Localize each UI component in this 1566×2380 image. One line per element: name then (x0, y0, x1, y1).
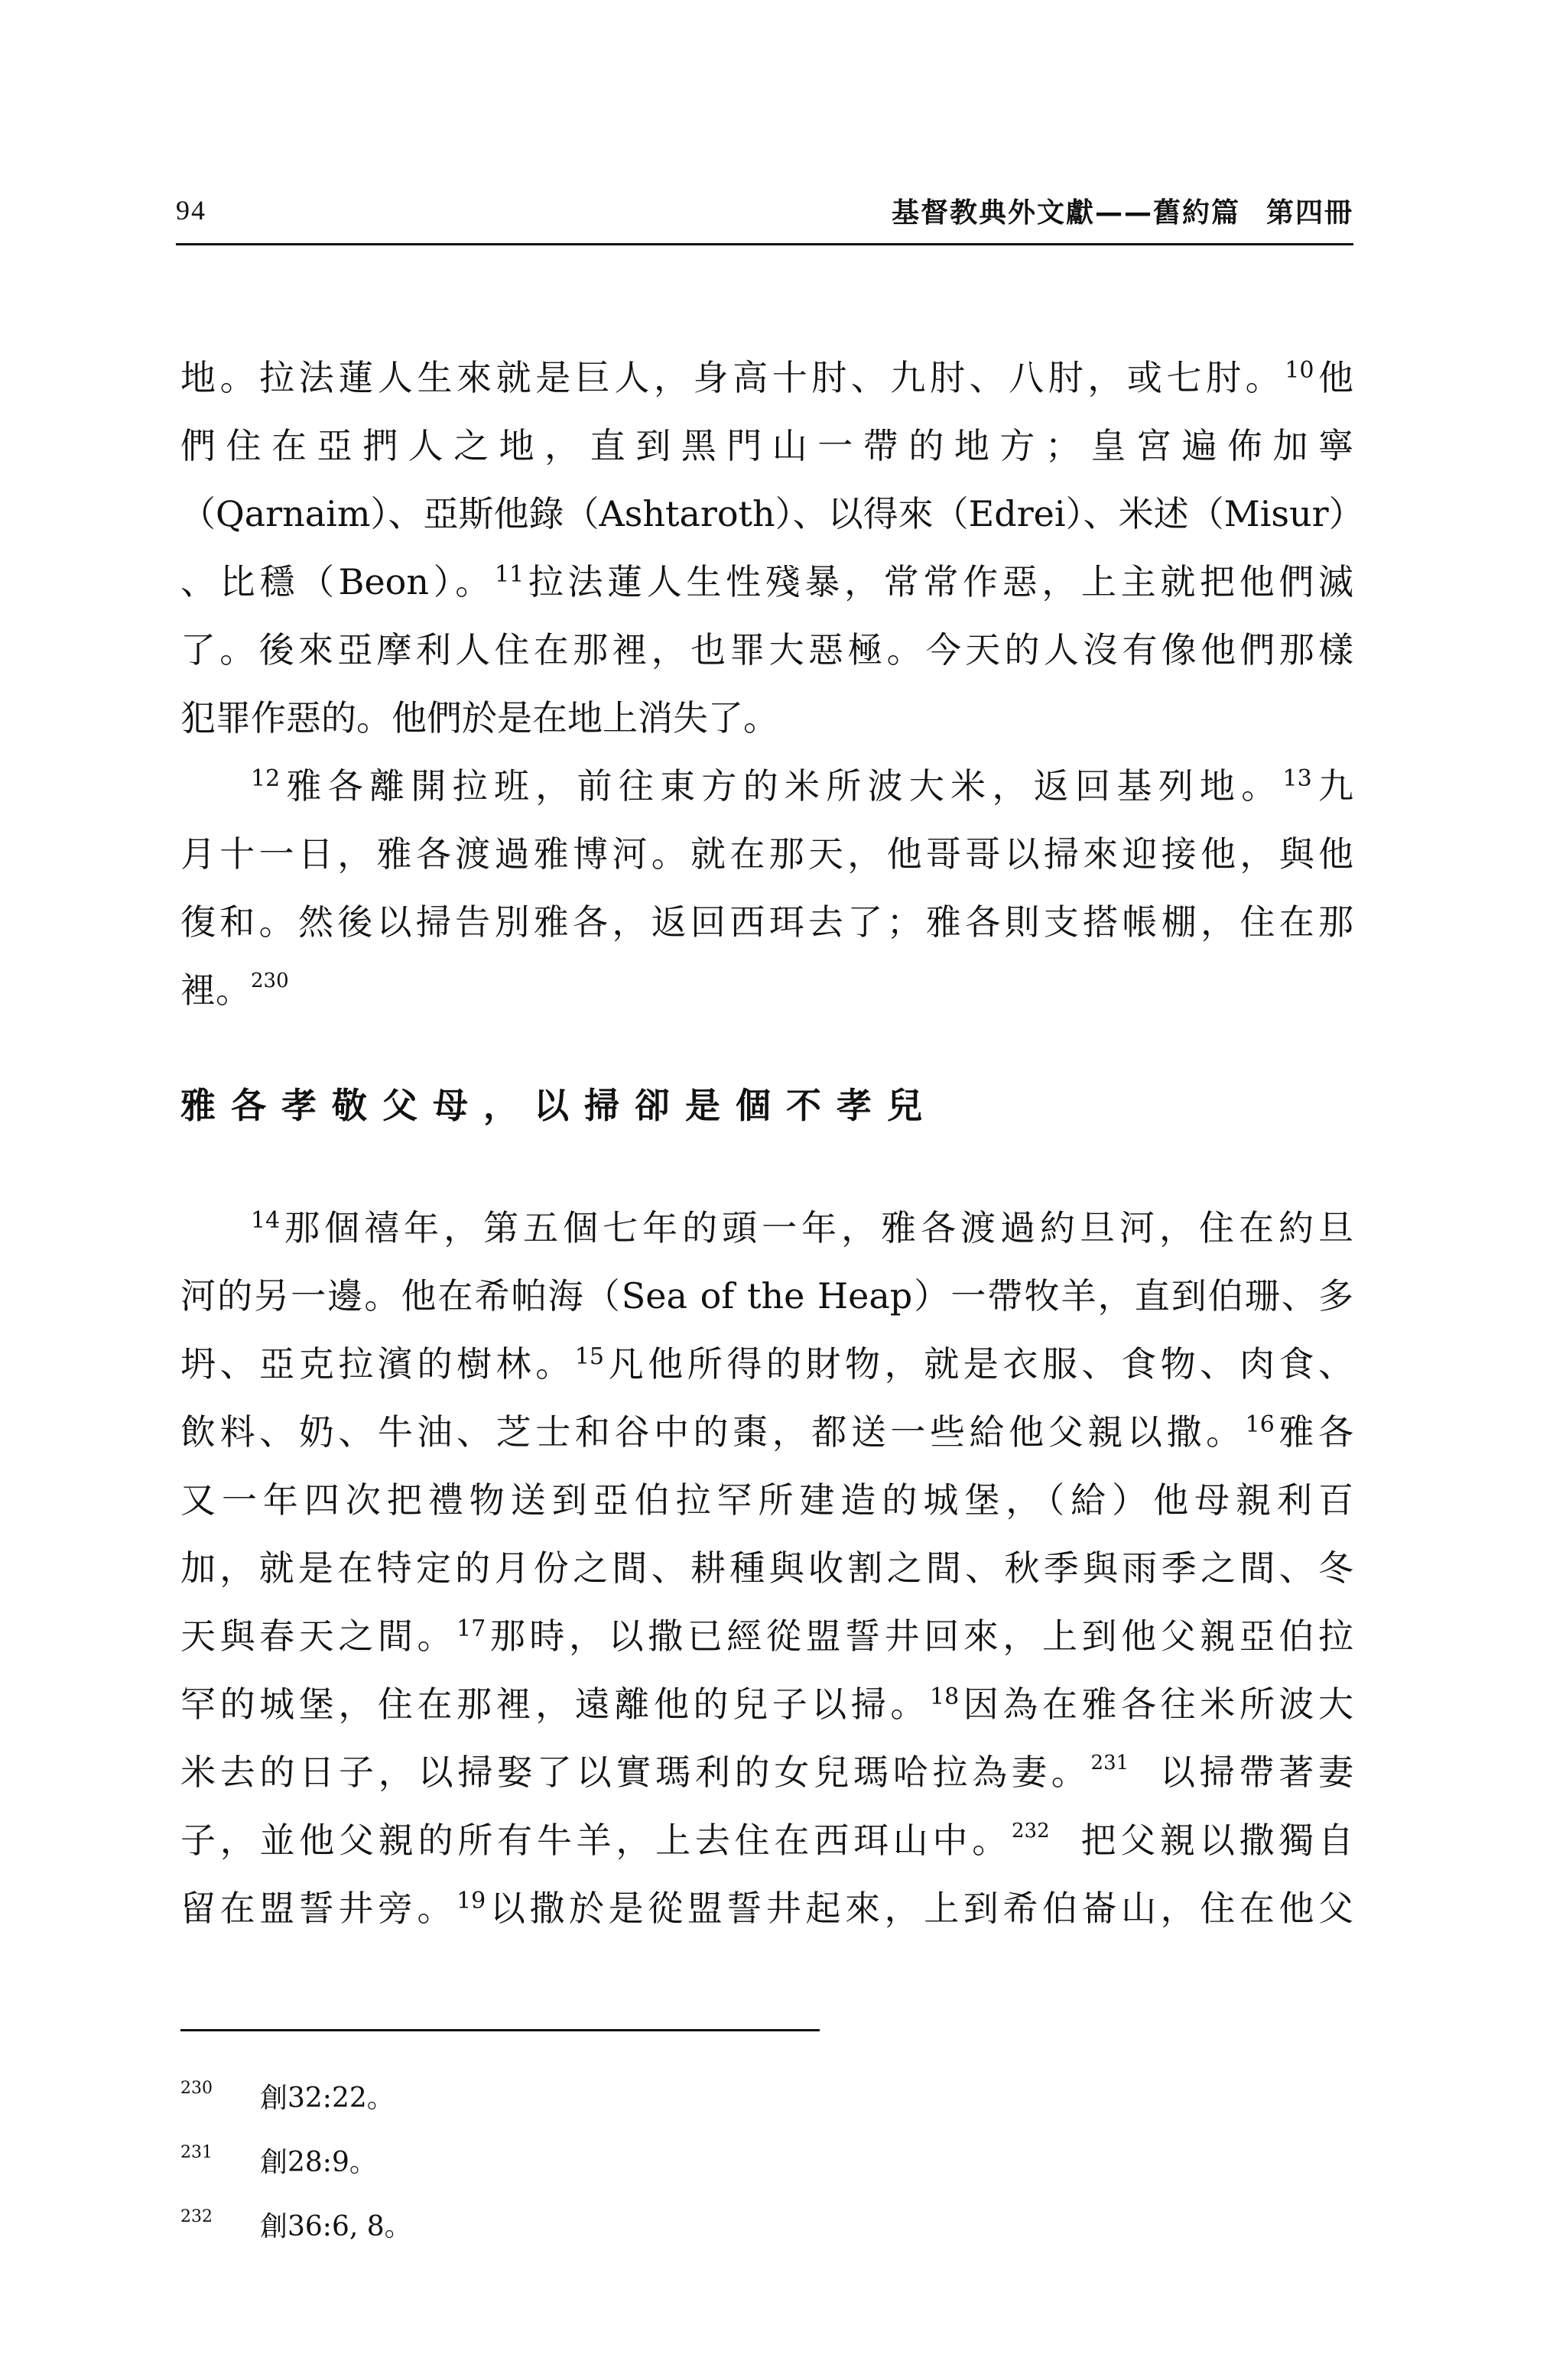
text-line: 飲料、奶、牛油、芝士和谷中的棗，都送一些給他父親以撒。$^{16}$雅各 (180, 1411, 1354, 1453)
text-line: 月十一日，雅各渡過雅博河。就在那天，他哥哥以掃來迎接他，與他 (180, 833, 1353, 875)
text-line: 加，就是在特定的月份之間、耕種與收割之間、秋季與雨季之間、冬 (180, 1547, 1353, 1589)
footnote-text: 創28:9。 (260, 2147, 377, 2178)
book-title: 基督教典外文獻——舊約篇 (891, 197, 1240, 229)
text-line: 了。後來亞摩利人住在那裡，也罪大惡極。今天的人沒有像他們那樣 (180, 629, 1353, 670)
footnote-number: 232 (180, 2207, 213, 2226)
text-line: 裡。$^{230}$ (180, 969, 289, 1011)
verse-number: 10 (1285, 357, 1314, 384)
running-title (892, 191, 1353, 230)
footnote-text: 創36:6, 8。 (260, 2211, 412, 2242)
text-line: 復和。然後以掃告別雅各，返回西珥去了；雅各則支搭帳棚，住在那 (180, 901, 1353, 943)
footnote-number: 231 (180, 2143, 213, 2162)
text-line: 們住在亞捫人之地，直到黑門山一帶的地方；皇宮遍佈加寧 (180, 425, 1353, 466)
verse-number: 15 (574, 1343, 604, 1370)
text-line: 河的另一邊。他在希帕海（Sea of the Heap）一帶牧羊，直到伯珊、多 (180, 1275, 1353, 1317)
section-heading: 雅各孝敬父母，以掃卻是個不孝兒 (180, 1085, 937, 1126)
footnote-ref[interactable]: 231 (1090, 1752, 1129, 1774)
verse-number: 18 (930, 1684, 960, 1710)
footnote-divider (180, 2029, 820, 2031)
verse-number: 13 (1282, 765, 1312, 792)
text-line: 子，並他父親的所有牛羊，上去住在西珥山中。$^{232}$ 把父親以撒獨自 (180, 1820, 1354, 1861)
text-line: 又一年四次把禮物送到亞伯拉罕所建造的城堡，（給）他母親利百 (180, 1479, 1353, 1521)
footnote-ref[interactable]: 230 (251, 969, 289, 992)
text-line: 天與春天之間。$^{17}$那時，以撒已經從盟誓井回來，上到他父親亞伯拉 (180, 1615, 1354, 1657)
verse-number: 11 (494, 561, 525, 588)
footnote-item (180, 2141, 869, 2187)
verse-number: 14 (251, 1207, 281, 1234)
text-line: $^{12}$雅各離開拉班，前往東方的米所波大米，返回基列地。$^{13}$九 (251, 765, 1354, 807)
text-line: 坍、亞克拉濱的樹林。$^{15}$凡他所得的財物，就是衣服、食物、肉食、 (180, 1343, 1354, 1385)
paragraph-3 (180, 1194, 1353, 1943)
verse-number: 17 (456, 1615, 486, 1642)
page-number: 94 (176, 195, 206, 226)
footnote-ref[interactable]: 232 (1012, 1820, 1050, 1843)
text-line: 留在盟誓井旁。$^{19}$以撒於是從盟誓井起來，上到希伯崙山，住在他父 (180, 1888, 1354, 1929)
text-line: 米去的日子，以掃娶了以實瑪利的女兒瑪哈拉為妻。$^{231}$ 以掃帶著妻 (180, 1752, 1354, 1793)
text-line: （Qarnaim）、亞斯他錄（Ashtaroth）、以得來（Edrei）、米述（Misur） (180, 493, 1364, 534)
text-line: 犯罪作惡的。他們於是在地上消失了。 (180, 697, 778, 739)
text-line: $^{14}$那個禧年，第五個七年的頭一年，雅各渡過約旦河，住在約旦 (251, 1207, 1353, 1248)
footnote-number: 230 (180, 2079, 213, 2098)
verse-number: 12 (251, 765, 281, 792)
text-line: 罕的城堡，住在那裡，遠離他的兒子以掃。$^{18}$因為在雅各往米所波大 (180, 1684, 1354, 1725)
text-line: 地。拉法蓮人生來就是巨人，身高十肘、九肘、八肘，或七肘。$^{10}$他 (180, 357, 1354, 398)
verse-number: 19 (456, 1888, 486, 1914)
verse-number: 16 (1245, 1411, 1275, 1438)
text-line: 、比穩（Beon）。$^{11}$拉法蓮人生性殘暴，常常作惡，上主就把他們滅 (180, 561, 1353, 602)
footnote-item (180, 2076, 869, 2122)
running-header (176, 183, 1353, 245)
paragraph-2 (180, 752, 1353, 1024)
footnote-text: 創32:22。 (260, 2083, 395, 2114)
footnote-item (180, 2205, 869, 2251)
volume-label: 第四冊 (1265, 197, 1353, 229)
paragraph-1 (180, 344, 1364, 752)
